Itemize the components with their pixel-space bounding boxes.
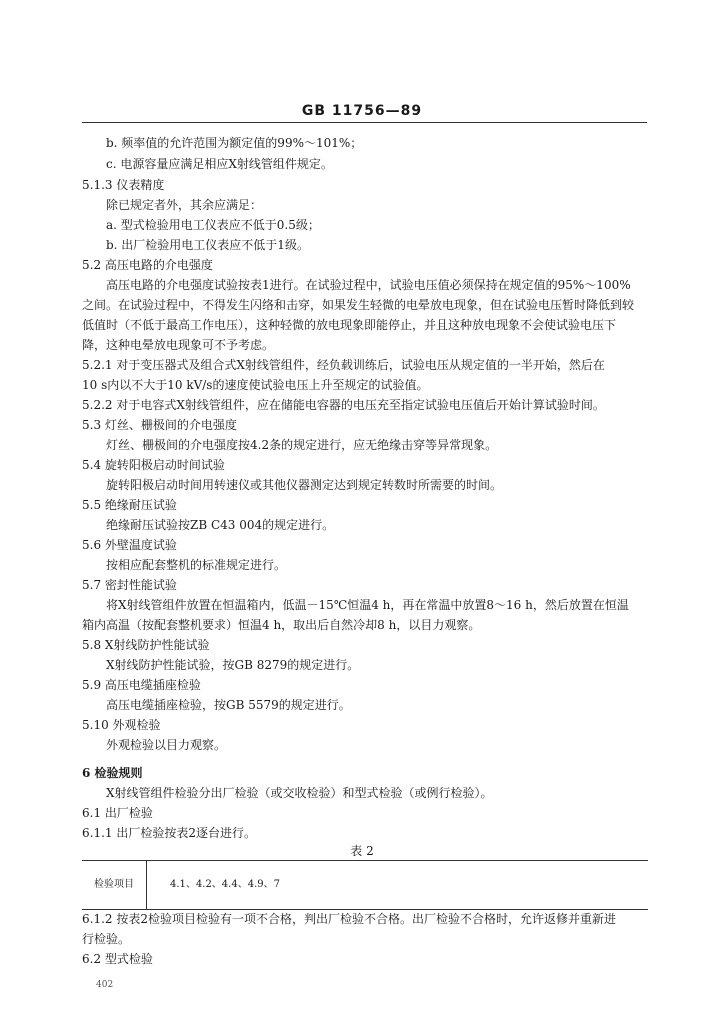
- table-value-cell: 4.1、4.2、4.4、4.9、7: [170, 879, 280, 890]
- section-heading: 5.2 高压电路的介电强度: [82, 258, 213, 272]
- text-line: 箱内高温（按配套整机要求）恒温4 h，取出后自然冷却8 h，以目力观察。: [82, 618, 481, 632]
- text-line: 外观检验以目力观察。: [106, 738, 227, 752]
- table-caption: 表 2: [350, 844, 374, 858]
- text-line: 灯丝、栅极间的介电强度按4.2条的规定进行，应无绝缘击穿等异常现象。: [106, 438, 498, 452]
- text-line: b. 出厂检验用电工仪表应不低于1级。: [106, 238, 309, 252]
- text-line: 6.1.1 出厂检验按表2逐台进行。: [82, 826, 256, 840]
- text-line: b. 频率值的允许范围为额定值的99%～101%；: [106, 136, 363, 150]
- table-header-cell: 检验项目: [82, 861, 147, 909]
- text-line: 将X射线管组件放置在恒温箱内，低温－15℃恒温4 h，再在常温中放置8～16 h，然后放置在恒温: [106, 598, 629, 612]
- text-line: 6.1.2 按表2检验项目检验有一项不合格，判出厂检验不合格。出厂检验不合格时，允许返修并重新进: [82, 912, 616, 926]
- text-line: 10 s内以不大于10 kV/s的速度使试验电压上升至规定的试验值。: [82, 378, 429, 392]
- section-heading: 5.5 绝缘耐压试验: [82, 498, 177, 512]
- text-line: 行检验。: [82, 932, 131, 946]
- section-heading: 5.3 灯丝、栅极间的介电强度: [82, 418, 237, 432]
- section-heading: 5.1.3 仪表精度: [82, 178, 165, 192]
- text-line: 5.2.1 对于变压器式及组合式X射线管组件，经负载训练后，试验电压从规定值的一半开始，然后在: [82, 358, 605, 372]
- text-line: 按相应配套整机的标准规定进行。: [106, 558, 287, 572]
- text-line: 绝缘耐压试验按ZB C43 004的规定进行。: [106, 518, 335, 532]
- text-line: X射线防护性能试验，按GB 8279的规定进行。: [106, 658, 360, 672]
- section-heading: 6.2 型式检验: [82, 952, 153, 966]
- text-line: 降，这种电晕放电现象可不予考虑。: [82, 338, 275, 352]
- text-line: 除已规定者外，其余应满足：: [106, 198, 263, 212]
- header-rule: [82, 122, 647, 123]
- section-heading: 5.8 X射线防护性能试验: [82, 638, 210, 652]
- text-line: c. 电源容量应满足相应X射线管组件规定。: [106, 157, 333, 171]
- text-line: 之间。在试验过程中，不得发生闪络和击穿，如果发生轻微的电晕放电现象，但在试验电压暂时降低到较: [82, 298, 635, 312]
- chapter-heading: 6 检验规则: [82, 766, 143, 780]
- text-line: 高压电路的介电强度试验按表1进行。在试验过程中，试验电压值必须保持在规定值的95%～100%: [106, 278, 631, 292]
- inspection-table: [82, 860, 648, 910]
- section-heading: 6.1 出厂检验: [82, 806, 153, 820]
- page-number: 402: [96, 980, 114, 990]
- section-heading: 5.9 高压电缆插座检验: [82, 678, 201, 692]
- text-line: 低值时（不低于最高工作电压），这种轻微的放电现象即能停止，并且这种放电现象不会使试验电压下: [82, 318, 617, 332]
- section-heading: 5.10 外观检验: [82, 718, 161, 732]
- section-heading: 5.7 密封性能试验: [82, 578, 177, 592]
- text-line: 旋转阳极启动时间用转速仪或其他仪器测定达到规定转数时所需要的时间。: [106, 478, 503, 492]
- section-heading: 5.4 旋转阳极启动时间试验: [82, 458, 225, 472]
- section-heading: 5.6 外壁温度试验: [82, 538, 177, 552]
- text-line: 5.2.2 对于电容式X射线管组件，应在储能电容器的电压充至指定试验电压值后开始计算试验时间。: [82, 398, 605, 412]
- text-line: 高压电缆插座检验，按GB 5579的规定进行。: [106, 698, 351, 712]
- text-line: X射线管组件检验分出厂检验（或交收检验）和型式检验（或例行检验）。: [106, 786, 493, 800]
- standard-number-header: GB 11756—89: [301, 103, 423, 119]
- text-line: a. 型式检验用电工仪表应不低于0.5级；: [106, 218, 320, 232]
